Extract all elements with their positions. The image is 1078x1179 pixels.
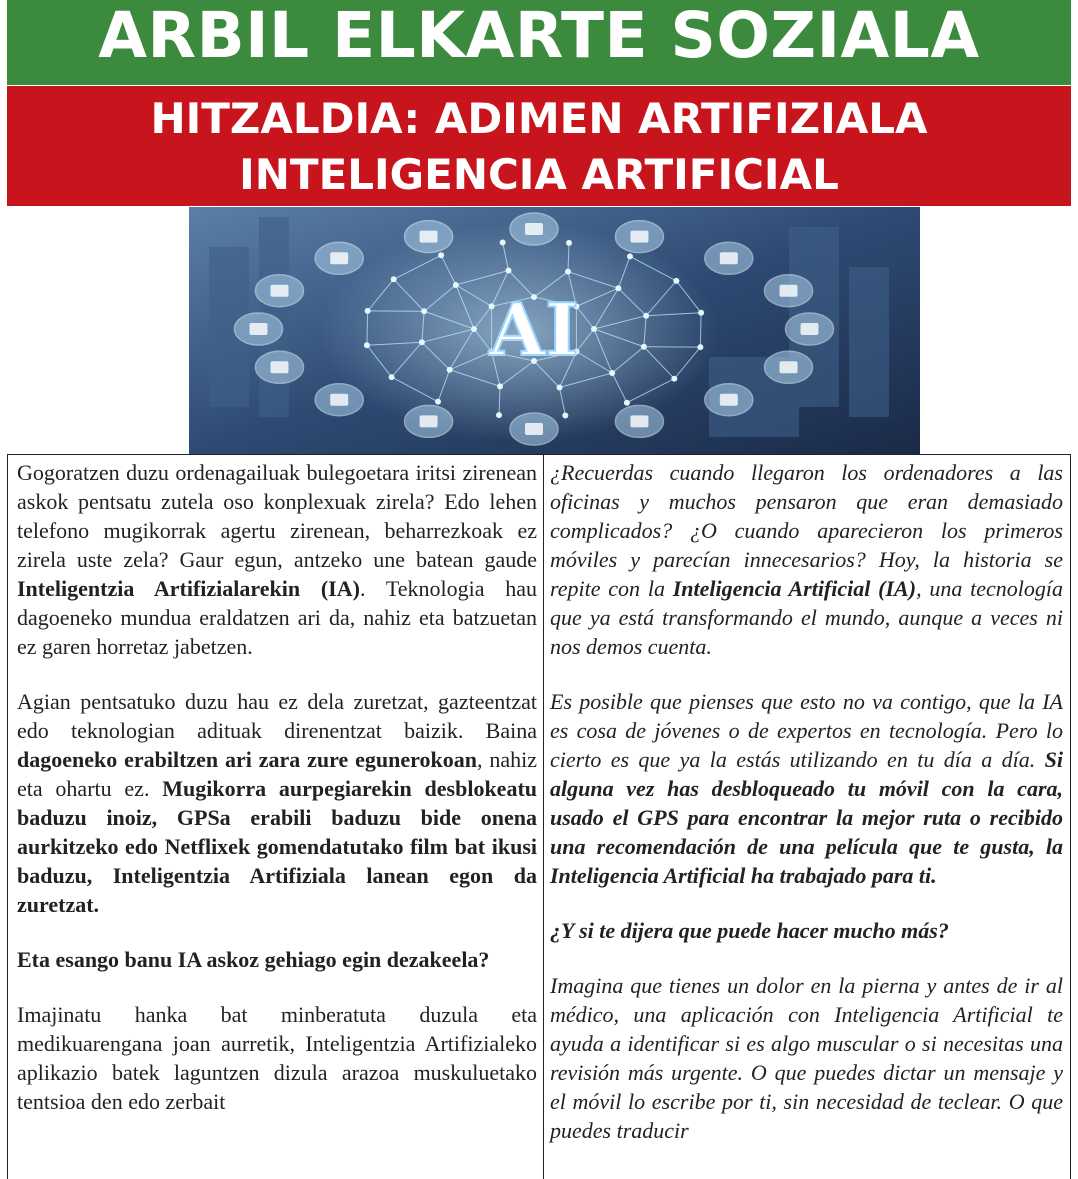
tram-icon: [255, 275, 303, 307]
car-icon: [315, 242, 363, 274]
basque-p2-bold: dagoeneko erabiltzen ari zara zure egunerokoan: [17, 747, 477, 772]
basque-p2-text-mid: , nahiz eta ohartu ez.: [17, 747, 537, 801]
dollar-icon: [705, 384, 753, 416]
building-icon: [510, 213, 558, 245]
spanish-p1-space: [870, 576, 878, 601]
home-icon: [510, 413, 558, 445]
card-icon: [765, 275, 813, 307]
robot-arm-icon: [615, 405, 663, 437]
tablet-icon: [235, 313, 283, 345]
basque-paragraph-2: [17, 687, 537, 919]
ai-label: AI: [489, 287, 579, 372]
bridge-icon: [705, 242, 753, 274]
monitor-icon: [315, 384, 363, 416]
spanish-paragraph-1: [550, 458, 1063, 661]
bilingual-article-table: [7, 454, 1071, 1179]
header-green-bar: [7, 0, 1071, 85]
spanish-paragraph-4: Imagina que tienes un dolor en la pierna y antes de ir al médico, una aplicación con Inteligencia Artificial te ayuda a identificar si es algo muscular o si necesitas una revisión más urgente. O que puedes dictar un mensaje y el móvil lo escribe por ti, sin necesidad de teclear. O que puedes traducir: [550, 973, 1063, 1143]
basque-column: [8, 455, 544, 1179]
spanish-paragraph-3: [550, 916, 1063, 945]
spanish-paragraph-2: [550, 687, 1063, 890]
spanish-p2-text: Es posible que pienses que esto no va contigo, que la IA es cosa de jóvenes o de expertos en tecnología. Pero lo cierto es que ya la estás utilizando en tu día a día.: [550, 689, 1063, 772]
gear-icon: [615, 221, 663, 253]
basque-paragraph-3: [17, 945, 537, 974]
basque-p1-text: Gogoratzen duzu ordenagailuak bulegoetara iritsi zirenean askok pentsatu zutela oso konplexuak zirela? Edo lehen telefono mugikorrak agertu zirenean, beharrezkoak ez zirela uste zela? Gaur egun, antzeko une batean gaude: [17, 460, 537, 572]
plane-icon: [786, 313, 834, 345]
header-red-bar: [7, 86, 1071, 206]
factory-icon: [405, 405, 453, 437]
talk-title-basque: HITZALDIA: ADIMEN ARTIFIZIALA: [150, 94, 928, 143]
spanish-p1-text-end: , una tecnología que ya está transformando el mundo, aunque a veces ni nos demos cuenta.: [550, 576, 1063, 659]
basque-question: Eta esango banu IA askoz gehiago egin dezakeela?: [17, 947, 490, 972]
basque-paragraph-4: Imajinatu hanka bat minberatuta duzula eta medikuarengana joan aurretik, Inteligentzia Artifizialeko aplikazio batek laguntzen dizula arazoa muskuluetako tentsioa den edo zerbait: [17, 1002, 537, 1114]
spanish-p1-bold-ia: (IA): [878, 576, 917, 601]
basque-paragraph-1: [17, 458, 537, 661]
spanish-p1-bold: Inteligencia Artificial: [672, 576, 871, 601]
org-title: ARBIL ELKARTE SOZIALA: [98, 0, 980, 72]
ai-hero-image: [189, 207, 920, 454]
basque-p1-text-end: . Teknologia hau dagoeneko mundua eraldatzen ari da, nahiz eta batzuetan ez garen horretaz jabetzen.: [17, 576, 537, 659]
talk-title-spanish: INTELIGENCIA ARTIFICIAL: [239, 150, 839, 199]
spanish-p1-text: ¿Recuerdas cuando llegaron los ordenadores a las oficinas y muchos pensaron que eran demasiado complicados? ¿O cuando aparecieron los primeros móviles y parecían innecesarios? Hoy, la historia se repite con la: [550, 460, 1063, 601]
cloud-icon: [255, 351, 303, 383]
spanish-p2-bold: Si alguna vez has desbloqueado tu móvil con la cara, usado el GPS para encontrar la mejor ruta o recibido una recomendación de una película que te gusta, la Inteligencia Artificial ha trabajado para ti.: [550, 747, 1063, 888]
cart-icon: [765, 351, 813, 383]
basque-p2-bold-end: Mugikorra aurpegiarekin desblokeatu baduzu inoiz, GPSa erabili baduzu bide onena aurkitzeko edo Netflixek gomendatutako film bat ikusi baduzu, Inteligentzia Artifiziala lanean egon da zuretzat.: [17, 776, 537, 917]
basque-p1-bold: Inteligentzia Artifizialarekin (IA): [17, 576, 360, 601]
basque-p2-text: Agian pentsatuko duzu hau ez dela zuretzat, gazteentzat edo teknologian adituak direnentzat baizik. Baina: [17, 689, 537, 743]
ship-icon: [405, 221, 453, 253]
spanish-question: ¿Y si te dijera que puede hacer mucho más?: [550, 918, 949, 943]
spanish-column: [544, 455, 1071, 1179]
